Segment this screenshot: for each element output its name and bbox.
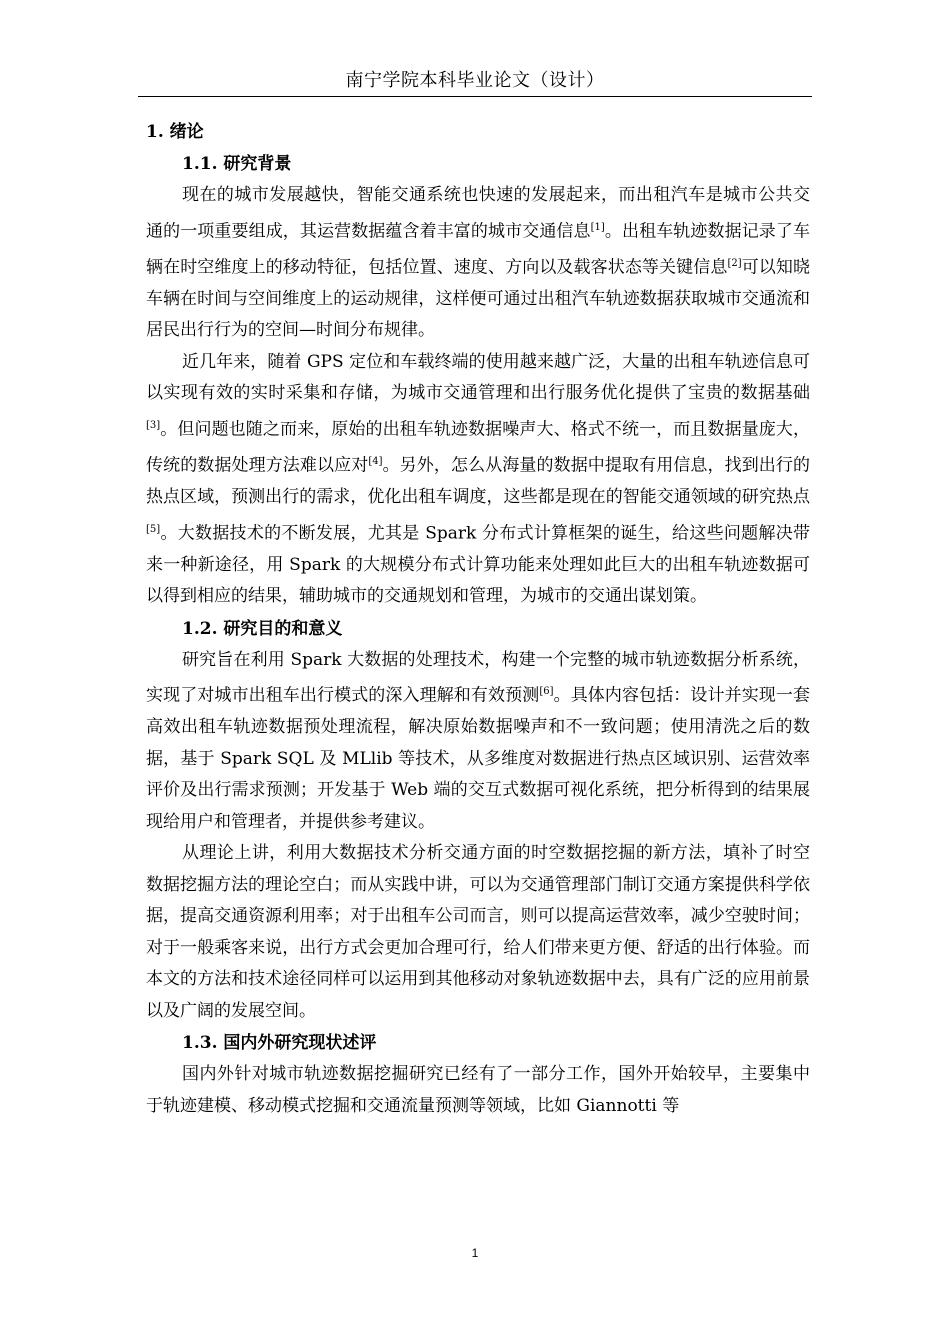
document-body bbox=[146, 116, 810, 1122]
paragraph-purpose-2: 从理论上讲，利用大数据技术分析交通方面的时空数据挖掘的新方法，填补了时空数据挖掘方法的理论空白；而从实践中讲，可以为交通管理部门制订交通方案提供科学依据，提高交通资源利用率；对于出租车公司而言，则可以提高运营效率，减少空驶时间；对于一般乘客来说，出行方式会更加合理可行，给人们带来更方便、舒适的出行体验。而本文的方法和技术途径同样可以运用到其他移动对象轨迹数据中去，具有广泛的应用前景以及广阔的发展空间。 bbox=[146, 843, 810, 1021]
paragraph-status-1: 国内外针对城市轨迹数据挖掘研究已经有了一部分工作，国外开始较早，主要集中于轨迹建模、移动模式挖掘和交通流量预测等领域，比如 Giannotti 等 bbox=[146, 1064, 810, 1116]
page-header: 南宁学院本科毕业论文（设计） bbox=[138, 66, 812, 97]
section-heading-1-2: 1.2. 研究目的和意义 bbox=[182, 618, 343, 639]
paragraph-background-1: 现在的城市发展越快，智能交通系统也快速的发展起来，而出租汽车是城市公共交通的一项重要组成，其运营数据蕴含着丰富的城市交通信息[1]。出租车轨迹数据记录了车辆在时空维度上的移动特征，包括位置、速度、方向以及载客状态等关键信息[2]可以知晓车辆在时间与空间维度上的运动规律，这样便可通过出租汽车轨迹数据获取城市交通流和居民出行行为的空间—时间分布规律。 bbox=[146, 185, 811, 341]
paragraph-purpose-1: 研究旨在利用 Spark 大数据的处理技术，构建一个完整的城市轨迹数据分析系统，实现了对城市出租车出行模式的深入理解和有效预测[6]。具体内容包括：设计并实现一套高效出租车轨迹数据预处理流程，解决原始数据噪声和不一致问题；使用清洗之后的数据，基于 Spark SQL 及 MLlib 等技术，从多维度对数据进行热点区域识别、运营效率评价及出行需求预测；开发基于 Web 端的交互式数据可视化系统，把分析得到的结果展现给用户和管理者，并提供参考建议。 bbox=[146, 649, 811, 832]
paragraph-background-2: 近几年来，随着 GPS 定位和车载终端的使用越来越广泛，大量的出租车轨迹信息可以实现有效的实时采集和存储，为城市交通管理和出行服务优化提供了宝贵的数据基础[3]。但问题也随之而来，原始的出租车轨迹数据噪声大、格式不统一，而且数据量庞大，传统的数据处理方法难以应对[4]。另外，怎么从海量的数据中提取有用信息，找到出行的热点区域，预测出行的需求，优化出租车调度，这些都是现在的智能交通领域的研究热点[5]。大数据技术的不断发展，尤其是 Spark 分布式计算框架的诞生，给这些问题解决带来一种新途径，用 Spark 的大规模分布式计算功能来处理如此巨大的出租车轨迹数据可以得到相应的结果，辅助城市的交通规划和管理，为城市的交通出谋划策。 bbox=[146, 351, 811, 607]
section-heading-1-3: 1.3. 国内外研究现状述评 bbox=[182, 1033, 377, 1054]
section-heading-1-1: 1.1. 研究背景 bbox=[182, 154, 292, 174]
page-number: 1 bbox=[471, 1246, 479, 1260]
section-heading-1: 1. 绪论 bbox=[146, 122, 204, 142]
